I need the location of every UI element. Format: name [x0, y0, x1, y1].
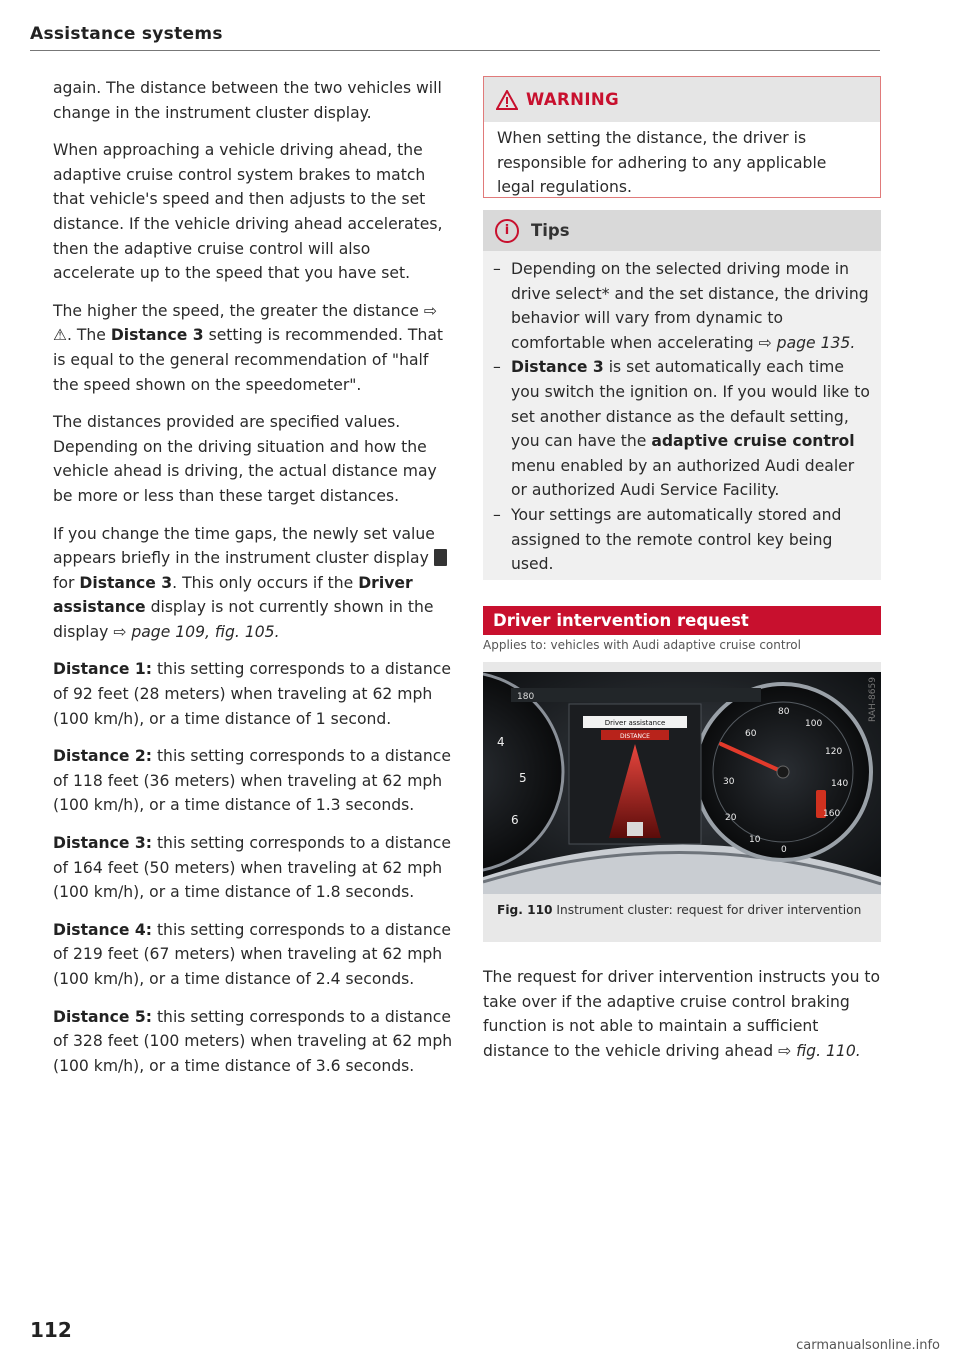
distance-5-paragraph: Distance 5: this setting corresponds to a distance of 328 feet (100 meters) when traveling at 62 mph (100 km/h), or a time distance of 3.6 seconds.	[53, 1007, 453, 1075]
paragraph-continuation: again. The distance between the two vehicles will change in the instrument cluster display.	[53, 79, 442, 122]
tips-list	[483, 251, 881, 577]
figure-code: RAH-8659	[868, 677, 878, 722]
display-distance-label: DISTANCE	[620, 733, 650, 740]
left-column	[53, 76, 455, 1091]
paragraph-higher-speed: The higher the speed, the greater the distance ⇨ ⚠. The Distance 3 setting is recommended. That is equal to the general recommendation of "half the speed shown on the speedometer".	[53, 301, 444, 394]
speed-label: 30	[723, 777, 735, 787]
display-title: Driver assistance	[604, 719, 666, 727]
page-header-title: Assistance systems	[30, 24, 223, 44]
section-heading: Driver intervention request	[483, 606, 881, 635]
tips-title: Tips	[531, 221, 570, 240]
tips-header	[483, 210, 881, 251]
odometer-readout: 180	[517, 692, 535, 702]
page-135-reference-link[interactable]: ⇨ page 135.	[758, 333, 856, 352]
warning-triangle-icon	[496, 90, 518, 110]
paragraph-time-gaps: If you change the time gaps, the newly set value appears briefly in the instrument cluster display for Distance 3. This only occurs if the Driver assistance display is not currently shown in the display ⇨ page 109, fig. 105.	[53, 522, 455, 645]
header-divider	[30, 50, 880, 51]
tach-label: 5	[519, 771, 527, 785]
warning-text: When setting the distance, the driver is responsible for adhering to any applicable legal regulations.	[497, 129, 827, 197]
tip-item: – Your settings are automatically stored and assigned to the remote control key being used.	[493, 503, 871, 577]
figure-caption: Fig. 110 Instrument cluster: request for driver intervention	[497, 903, 862, 917]
instrument-cluster-image	[483, 662, 881, 894]
speed-label: 100	[805, 719, 823, 729]
warning-box	[483, 76, 881, 198]
tip-item: – Depending on the selected driving mode in drive select* and the set distance, the driving behavior will vary from dynamic to comfortable when accelerating ⇨ page 135.	[493, 257, 871, 355]
speed-label: 20	[725, 813, 737, 823]
tips-box	[483, 210, 881, 580]
distance-4-paragraph: Distance 4: this setting corresponds to a distance of 219 feet (67 meters) when traveling at 62 mph (100 km/h), or a time distance of 2.4 seconds.	[53, 920, 451, 988]
figure-110	[483, 662, 881, 942]
fig-110-reference-link[interactable]: ⇨ fig. 110.	[778, 1041, 861, 1060]
watermark-text: carmanualsonline.info	[796, 1338, 940, 1353]
tach-label: 6	[511, 813, 519, 827]
tip-item: – Distance 3 is set automatically each time you switch the ignition on. If you would like to set another distance as the default setting, you can have the adaptive cruise control menu enabled by an authorized Audi dealer or authorized Audi Service Facility.	[493, 355, 871, 503]
speed-label: 120	[825, 747, 843, 757]
paragraph-approaching: When approaching a vehicle driving ahead, the adaptive cruise control system brakes to match that vehicle's speed and then adjusts to the set distance. If the vehicle driving ahead accelerates, then the adaptive cruise control will also accelerate up to the speed that you have set.	[53, 141, 443, 283]
info-icon: i	[495, 219, 519, 243]
applies-to-note: Applies to: vehicles with Audi adaptive cruise control	[483, 638, 801, 652]
warning-header	[484, 77, 880, 122]
page-number: 112	[30, 1318, 72, 1342]
speed-label: 80	[778, 707, 790, 717]
warning-reference-link[interactable]: ⇨ ⚠.	[53, 301, 437, 345]
distance-display-icon	[434, 549, 447, 566]
distance-2-paragraph: Distance 2: this setting corresponds to a distance of 118 feet (36 meters) when traveling at 62 mph (100 km/h), or a time distance of 1.3 seconds.	[53, 747, 451, 815]
speed-label: 60	[745, 729, 757, 739]
paragraph-specified-values: The distances provided are specified values. Depending on the driving situation and how the vehicle ahead is driving, the actual distance may be more or less than these target distances.	[53, 413, 437, 505]
tach-label: 4	[497, 735, 505, 749]
speed-label: 0	[781, 845, 787, 855]
speed-label: 10	[749, 835, 761, 845]
warning-title: WARNING	[526, 90, 620, 109]
speed-label: 160	[823, 809, 841, 819]
speed-label: 140	[831, 779, 849, 789]
paragraph-intervention: The request for driver intervention instructs you to take over if the adaptive cruise control braking function is not able to maintain a sufficient distance to the vehicle driving ahead ⇨ fig. 110.	[483, 968, 881, 1060]
page-109-reference-link[interactable]: ⇨ page 109, fig. 105.	[113, 622, 280, 641]
distance-1-paragraph: Distance 1: this setting corresponds to a distance of 92 feet (28 meters) when traveling at 62 mph (100 km/h), or a time distance of 1 second.	[53, 660, 451, 728]
distance-3-paragraph: Distance 3: this setting corresponds to a distance of 164 feet (50 meters) when traveling at 62 mph (100 km/h), or a time distance of 1.8 seconds.	[53, 834, 451, 902]
